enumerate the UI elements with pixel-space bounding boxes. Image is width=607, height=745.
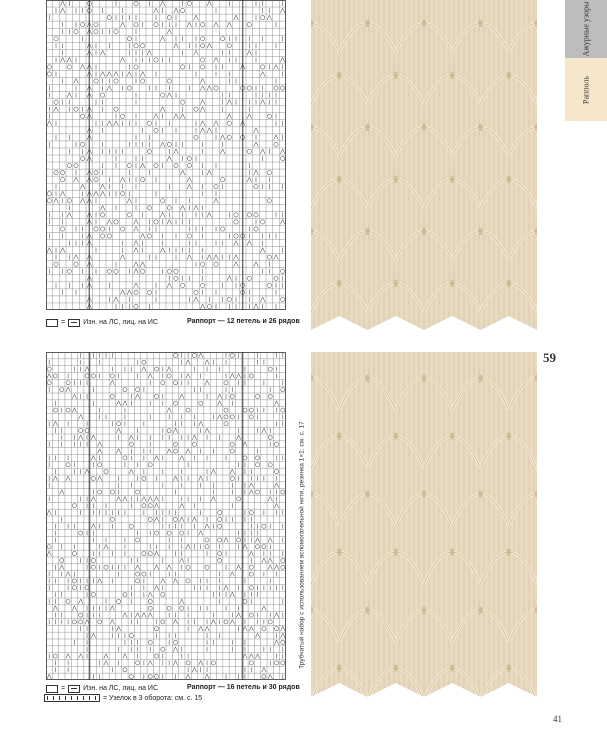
chart-cells: [46, 352, 286, 680]
blank-cell-icon: [46, 685, 58, 693]
purl-cell-icon: [68, 685, 80, 693]
cast-on-note: Трубчатый набор с использованием вспомогательной нити, резинка 1×1: см. с. 17: [298, 421, 306, 669]
repeat-note-bottom: Раппорт — 16 петель и 30 рядов: [187, 684, 300, 691]
legend-text: Изн. на ЛС, лиц. на ИС: [83, 319, 159, 326]
knot-legend: [44, 694, 202, 702]
lace-pattern-image: [311, 0, 537, 330]
pattern-number: 59: [543, 350, 556, 365]
side-tab-label: Рапполь: [581, 75, 591, 104]
knot-text: = Узелок в 3 оборота: см. с. 15: [103, 694, 203, 702]
chart-grid-bottom: [46, 352, 286, 680]
page-number: 41: [553, 714, 562, 724]
chart-legend-top: = Изн. на ЛС, лиц. на ИС: [46, 318, 158, 327]
side-tab-label: Ажурные узоры: [581, 1, 591, 57]
chart-grid-top: [46, 0, 286, 310]
repeat-note-top: Раппорт — 12 петель и 26 рядов: [187, 318, 300, 325]
legend-text: Изн. на ЛС, лиц. на ИС: [83, 685, 159, 692]
chart-legend-bottom: = Изн. на ЛС, лиц. на ИС: [46, 684, 158, 693]
side-tab-chapter[interactable]: [565, 58, 607, 121]
side-tab-section[interactable]: [565, 0, 607, 58]
blank-cell-icon: [46, 319, 58, 327]
knit-swatch-photo-top: [311, 0, 537, 330]
knot-icon: [44, 694, 100, 702]
lace-pattern-image: [311, 352, 537, 697]
purl-cell-icon: [68, 319, 80, 327]
chart-cells: [46, 0, 286, 310]
knit-swatch-photo-bottom: [311, 352, 537, 697]
knitting-chart-top: [46, 0, 286, 310]
knitting-chart-bottom: [46, 352, 286, 680]
